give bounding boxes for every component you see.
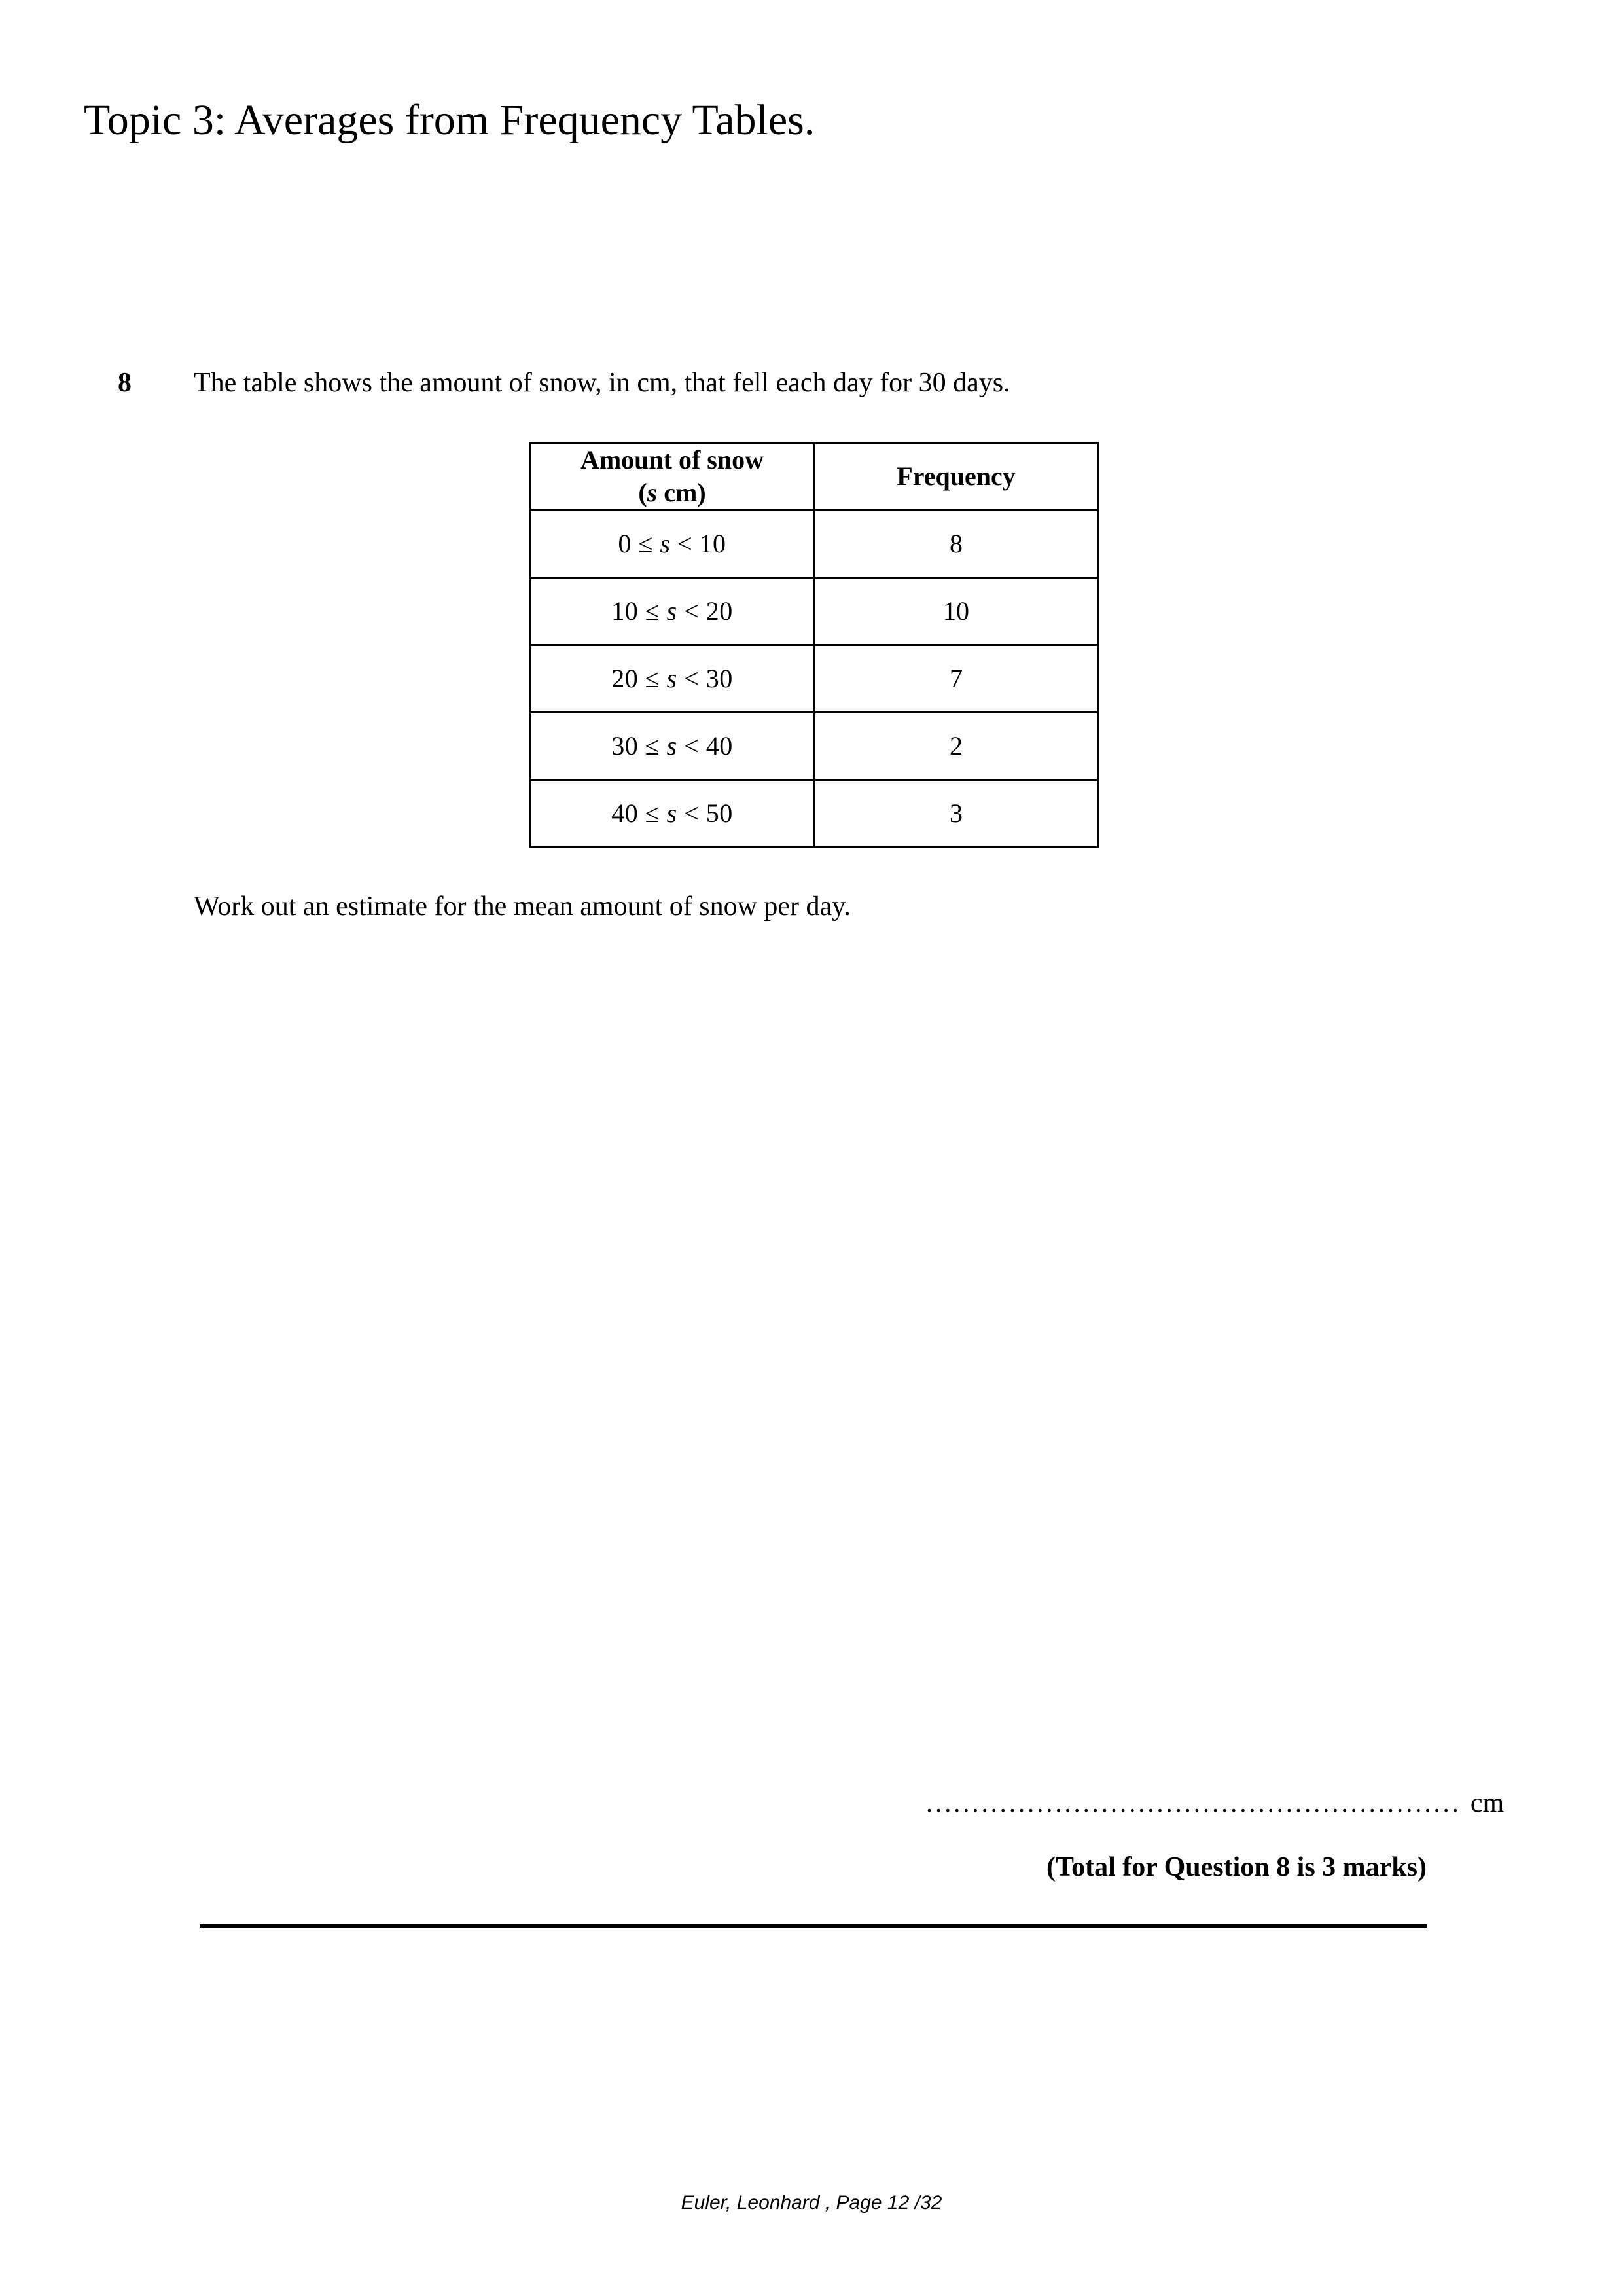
- interval-upper: 40: [705, 731, 733, 761]
- interval-op-leq: ≤: [645, 596, 660, 626]
- cell-frequency: 2: [815, 713, 1098, 780]
- interval-variable: s: [660, 529, 671, 558]
- interval-op-lt: <: [684, 664, 700, 693]
- question-number: 8: [118, 368, 132, 398]
- cell-interval: [530, 645, 815, 713]
- interval-op-leq: ≤: [645, 731, 660, 761]
- interval-lower: 0: [618, 529, 632, 558]
- interval-op-lt: <: [684, 596, 700, 626]
- cell-interval: [530, 713, 815, 780]
- interval-op-lt: <: [684, 798, 700, 828]
- answer-dotted-line[interactable]: ..........................................................: [926, 1788, 1461, 1818]
- table-row: [530, 645, 1098, 713]
- cell-interval: [530, 578, 815, 645]
- table-header-row: [530, 443, 1098, 511]
- column-header-frequency: Frequency: [815, 443, 1098, 511]
- interval-lower: 20: [611, 664, 639, 693]
- cell-frequency: 8: [815, 511, 1098, 578]
- interval-upper: 10: [699, 529, 726, 558]
- table-body: [530, 511, 1098, 848]
- cell-frequency: 3: [815, 780, 1098, 848]
- interval-op-leq: ≤: [638, 529, 653, 558]
- answer-unit-label: cm: [1470, 1788, 1505, 1818]
- header-amount-line2: [531, 476, 813, 509]
- header-amount-line1: Amount of snow: [580, 445, 764, 475]
- cell-interval: [530, 780, 815, 848]
- cell-frequency: 10: [815, 578, 1098, 645]
- frequency-table: [529, 442, 1099, 848]
- cell-frequency: 7: [815, 645, 1098, 713]
- interval-upper: 30: [705, 664, 733, 693]
- interval-lower: 40: [611, 798, 639, 828]
- interval-variable: s: [666, 798, 677, 828]
- interval-op-leq: ≤: [645, 798, 660, 828]
- interval-upper: 50: [705, 798, 733, 828]
- interval-variable: s: [666, 596, 677, 626]
- interval-lower: 10: [611, 596, 639, 626]
- interval-op-leq: ≤: [645, 664, 660, 693]
- interval-upper: 20: [705, 596, 733, 626]
- table-row: [530, 713, 1098, 780]
- question-stem-text: The table shows the amount of snow, in cm, that fell each day for 30 days.: [194, 368, 1010, 398]
- answer-line: [926, 1787, 1504, 1820]
- interval-variable: s: [666, 664, 677, 693]
- table-row: [530, 511, 1098, 578]
- page-footer: Euler, Leonhard , Page 12 /32: [681, 2192, 942, 2214]
- interval-variable: s: [666, 731, 677, 761]
- header-paren-open: (: [638, 478, 647, 507]
- interval-op-lt: <: [677, 529, 693, 558]
- column-header-amount-of-snow: [530, 443, 815, 511]
- interval-op-lt: <: [684, 731, 700, 761]
- header-variable-s: s: [647, 478, 658, 507]
- total-marks-label: (Total for Question 8 is 3 marks): [1046, 1852, 1427, 1882]
- interval-lower: 30: [611, 731, 639, 761]
- cell-interval: [530, 511, 815, 578]
- section-divider: [200, 1924, 1427, 1928]
- table-row: [530, 578, 1098, 645]
- table-row: [530, 780, 1098, 848]
- header-unit-cm: cm): [657, 478, 706, 507]
- page-title: Topic 3: Averages from Frequency Tables.: [84, 96, 815, 144]
- instruction-text: Work out an estimate for the mean amount of snow per day.: [194, 891, 851, 922]
